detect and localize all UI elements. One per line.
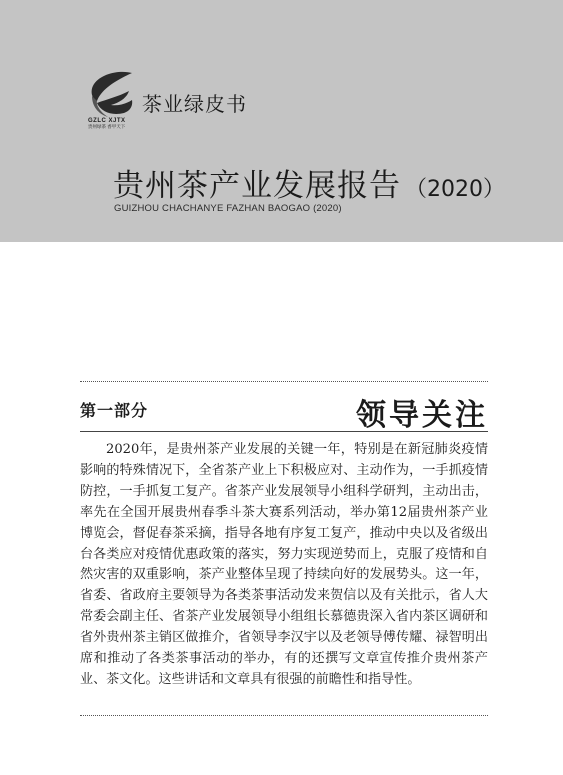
intro-paragraph: 2020年，是贵州茶产业发展的关键一年，特别是在新冠肺炎疫情影响的特殊情况下，全省茶产业上下积极应对、主动作为，一手抓疫情防控，一手抓复工复产。省茶产业发展领导小组科学研判，主动出击，率先在全国开展贵州春季斗茶大赛系列活动，举办第12届贵州茶产业博览会，督促春茶采摘，指导各地有序复工复产，推动中央以及省级出台各类应对疫情优惠政策的落实，努力实现逆势而上，克服了疫情和自然灾害的双重影响，茶产业整体呈现了持续向好的发展势头。这一年，省委、省政府主要领导为各类茶事活动发来贺信以及有关批示，省人大常委会副主任、省茶产业发展领导小组组长慕德贵深入省内茶区调研和省外贵州茶主销区做推介，省领导李汉宇以及老领导傅传耀、禄智明出席和推动了各类茶事活动的举办，有的还撰写文章宣传推介贵州茶产业、茶文化。这些讲话和文章具有很强的前瞻性和指导性。	[80, 442, 488, 687]
logo-motto: 贵州绿茶 香甲天下	[88, 124, 126, 129]
part-title: 领导关注	[356, 398, 488, 433]
part-label: 第一部分	[80, 401, 149, 420]
report-title	[113, 160, 505, 205]
report-title-pinyin: GUIZHOU CHACHANYE FAZHAN BAOGAO (2020)	[114, 203, 342, 214]
series-name: 茶业绿皮书	[142, 92, 247, 116]
logo-caption	[88, 118, 148, 130]
header-band	[0, 0, 563, 242]
logo-code: GZLC XJTX	[88, 118, 126, 124]
section-divider	[80, 431, 488, 432]
top-dotted-divider	[80, 381, 488, 382]
report-title-year: （2020）	[405, 177, 505, 202]
bottom-dotted-divider	[80, 715, 488, 716]
report-title-main: 贵州茶产业发展报告	[113, 168, 401, 204]
